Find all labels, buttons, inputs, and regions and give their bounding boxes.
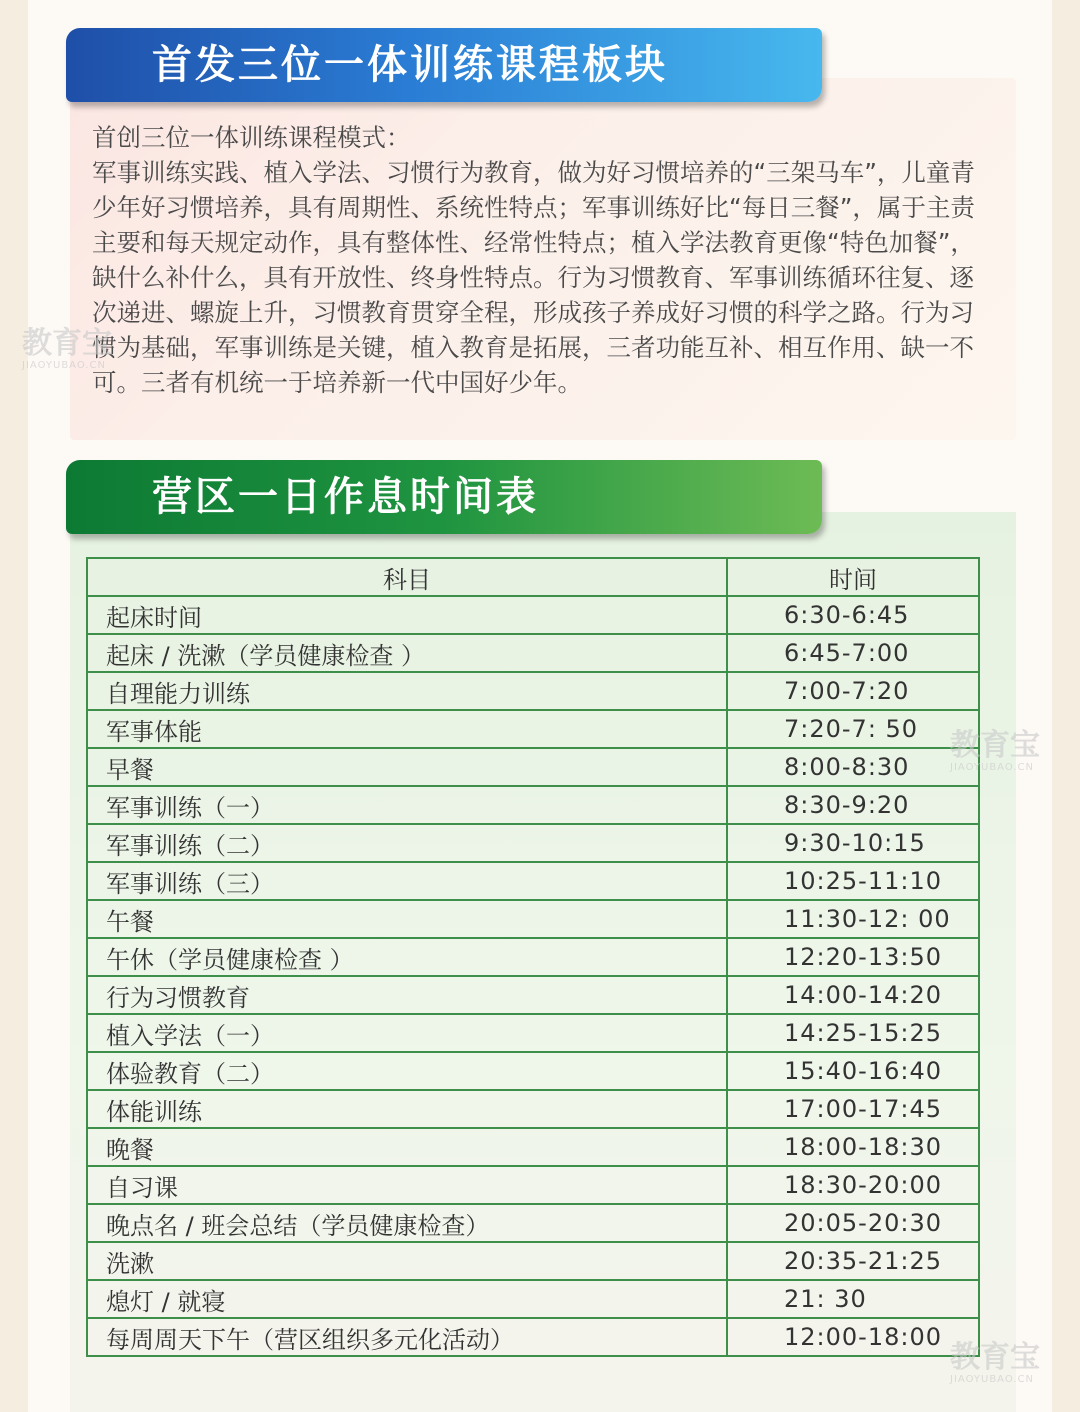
watermark-logo: 教育宝 JIAOYUBAO.CN [950, 728, 1040, 773]
section2-banner [66, 460, 822, 534]
row-subject: 军事训练（一） [87, 786, 727, 824]
table-row [87, 900, 979, 938]
row-subject: 军事训练（三） [87, 862, 727, 900]
watermark-logo: 教育宝 JIAOYUBAO.CN [950, 1340, 1040, 1385]
row-subject: 军事体能 [87, 710, 727, 748]
row-time: 14:00-14:20 [727, 976, 979, 1014]
table-row [87, 1090, 979, 1128]
row-time: 6:45-7:00 [727, 634, 979, 672]
row-subject: 熄灯 / 就寝 [87, 1280, 727, 1318]
row-time: 18:30-20:00 [727, 1166, 979, 1204]
row-subject: 起床 / 洗漱（学员健康检查 ） [87, 634, 727, 672]
row-time: 20:05-20:30 [727, 1204, 979, 1242]
table-row [87, 1242, 979, 1280]
row-subject: 洗漱 [87, 1242, 727, 1280]
table-body [87, 596, 979, 1356]
row-subject: 起床时间 [87, 596, 727, 634]
intro-heading: 首创三位一体训练课程模式： [92, 123, 411, 152]
row-time: 21: 30 [727, 1280, 979, 1318]
row-time: 11:30-12: 00 [727, 900, 979, 938]
row-subject: 早餐 [87, 748, 727, 786]
table-row [87, 1128, 979, 1166]
row-subject: 自习课 [87, 1166, 727, 1204]
table-row [87, 634, 979, 672]
row-subject: 每周周天下午（营区组织多元化活动） [87, 1318, 727, 1356]
table-header-row [87, 558, 979, 596]
table-row [87, 710, 979, 748]
row-time: 10:25-11:10 [727, 862, 979, 900]
intro-text [92, 120, 992, 400]
row-subject: 植入学法（一） [87, 1014, 727, 1052]
row-subject: 晚点名 / 班会总结（学员健康检查） [87, 1204, 727, 1242]
table-row [87, 1052, 979, 1090]
row-time: 14:25-15:25 [727, 1014, 979, 1052]
row-time: 7:00-7:20 [727, 672, 979, 710]
table-row [87, 672, 979, 710]
table-row [87, 1166, 979, 1204]
row-time: 12:20-13:50 [727, 938, 979, 976]
row-subject: 午餐 [87, 900, 727, 938]
header-time: 时间 [727, 558, 979, 596]
schedule-table [86, 557, 980, 1357]
row-subject: 自理能力训练 [87, 672, 727, 710]
row-time: 9:30-10:15 [727, 824, 979, 862]
row-time: 18:00-18:30 [727, 1128, 979, 1166]
watermark-logo: 教育宝 JIAOYUBAO.CN [22, 326, 112, 371]
row-subject: 体能训练 [87, 1090, 727, 1128]
row-time: 7:20-7: 50 [727, 710, 979, 748]
table-row [87, 862, 979, 900]
table-row [87, 1280, 979, 1318]
row-subject: 体验教育（二） [87, 1052, 727, 1090]
section1-title: 首发三位一体训练课程板块 [152, 42, 668, 88]
intro-body: 军事训练实践、植入学法、习惯行为教育，做为好习惯培养的“三架马车”，儿童青少年好习惯培养，具有周期性、系统性特点；军事训练好比“每日三餐”，属于主责主要和每天规定动作，具有整体性、经常性特点；植入学法教育更像“特色加餐”，缺什么补什么，具有开放性、终身性特点。行为习惯教育、军事训练循环往复、逐次递进、螺旋上升，习惯教育贯穿全程，形成孩子养成好习惯的科学之路。行为习惯为基础，军事训练是关键，植入教育是拓展，三者功能互补、相互作用、缺一不可。三者有机统一于培养新一代中国好少年。 [92, 158, 975, 397]
table-row [87, 1204, 979, 1242]
row-time: 20:35-21:25 [727, 1242, 979, 1280]
section1-banner [66, 28, 822, 102]
row-subject: 晚餐 [87, 1128, 727, 1166]
row-time: 15:40-16:40 [727, 1052, 979, 1090]
section2-title: 营区一日作息时间表 [152, 474, 539, 520]
row-time: 17:00-17:45 [727, 1090, 979, 1128]
table-row [87, 824, 979, 862]
table-row [87, 976, 979, 1014]
row-time: 12:00-18:00 [727, 1318, 979, 1356]
row-time: 8:00-8:30 [727, 748, 979, 786]
table-row [87, 786, 979, 824]
row-subject: 军事训练（二） [87, 824, 727, 862]
table-row [87, 938, 979, 976]
table-row [87, 1318, 979, 1356]
header-subject: 科目 [87, 558, 727, 596]
row-subject: 行为习惯教育 [87, 976, 727, 1014]
row-subject: 午休（学员健康检查 ） [87, 938, 727, 976]
table-row [87, 1014, 979, 1052]
row-time: 8:30-9:20 [727, 786, 979, 824]
table-row [87, 748, 979, 786]
table-row [87, 596, 979, 634]
row-time: 6:30-6:45 [727, 596, 979, 634]
